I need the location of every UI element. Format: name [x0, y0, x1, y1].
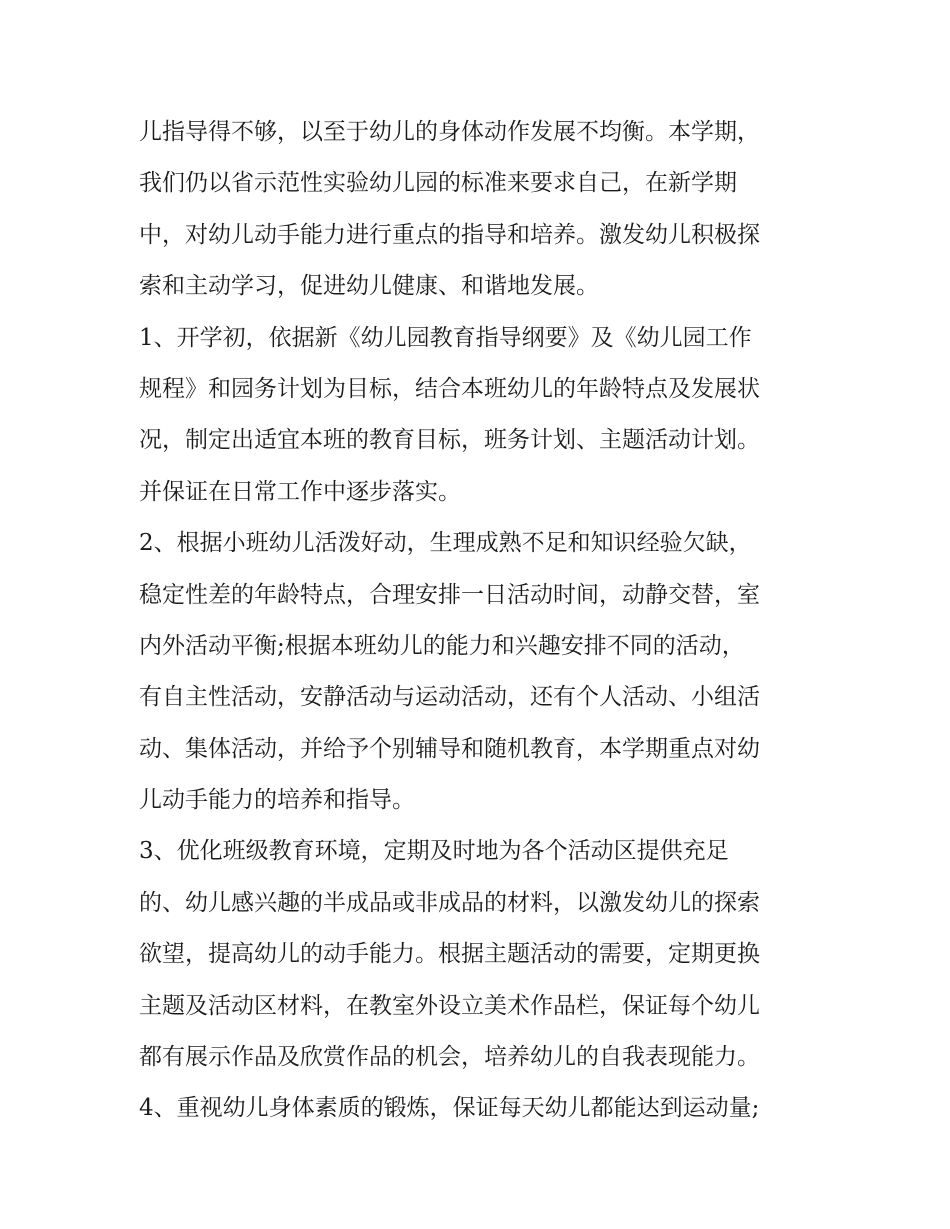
text-line: 有自主性活动，安静活动与运动活动，还有个人活动、小组活	[139, 684, 760, 711]
text-line: 况，制定出适宜本班的教育目标，班务计划、主题活动计划。	[139, 427, 760, 454]
text-line: 3、优化班级教育环境，定期及时地为各个活动区提供充足	[139, 838, 729, 865]
text-line: 1、开学初，依据新《幼儿园教育指导纲要》及《幼儿园工作	[139, 324, 752, 351]
text-line: 儿指导得不够，以至于幼儿的身体动作发展不均衡。本学期，	[139, 119, 760, 145]
text-line: 欲望，提高幼儿的动手能力。根据主题活动的需要，定期更换	[139, 941, 760, 968]
text-line: 动、集体活动，并给予个别辅导和随机教育，本学期重点对幼	[139, 735, 760, 762]
text-line: 内外活动平衡;根据本班幼儿的能力和兴趣安排不同的活动，	[139, 632, 745, 659]
text-line: 规程》和园务计划为目标，结合本班幼儿的年龄特点及发展状	[139, 375, 760, 402]
text-line: 儿动手能力的培养和指导。	[139, 787, 415, 814]
text-line: 索和主动学习，促进幼儿健康、和谐地发展。	[139, 273, 599, 300]
body-text	[139, 107, 829, 1135]
text-line: 2、根据小班幼儿活泼好动，生理成熟不足和知识经验欠缺，	[139, 530, 752, 557]
text-line: 主题及活动区材料，在教室外设立美术作品栏，保证每个幼儿	[139, 992, 760, 1019]
text-line: 稳定性差的年龄特点，合理安排一日活动时间，动静交替，室	[139, 581, 760, 608]
text-line: 并保证在日常工作中逐步落实。	[139, 478, 461, 505]
text-line: 都有展示作品及欣赏作品的机会，培养幼儿的自我表现能力。	[139, 1044, 760, 1071]
text-line: 我们仍以省示范性实验幼儿园的标准来要求自己，在新学期	[139, 170, 737, 197]
text-line: 中，对幼儿动手能力进行重点的指导和培养。激发幼儿积极探	[139, 221, 760, 248]
text-line: 的、幼儿感兴趣的半成品或非成品的材料，以激发幼儿的探索	[139, 889, 760, 916]
text-line: 4、重视幼儿身体素质的锻炼，保证每天幼儿都能达到运动量;	[139, 1095, 760, 1122]
